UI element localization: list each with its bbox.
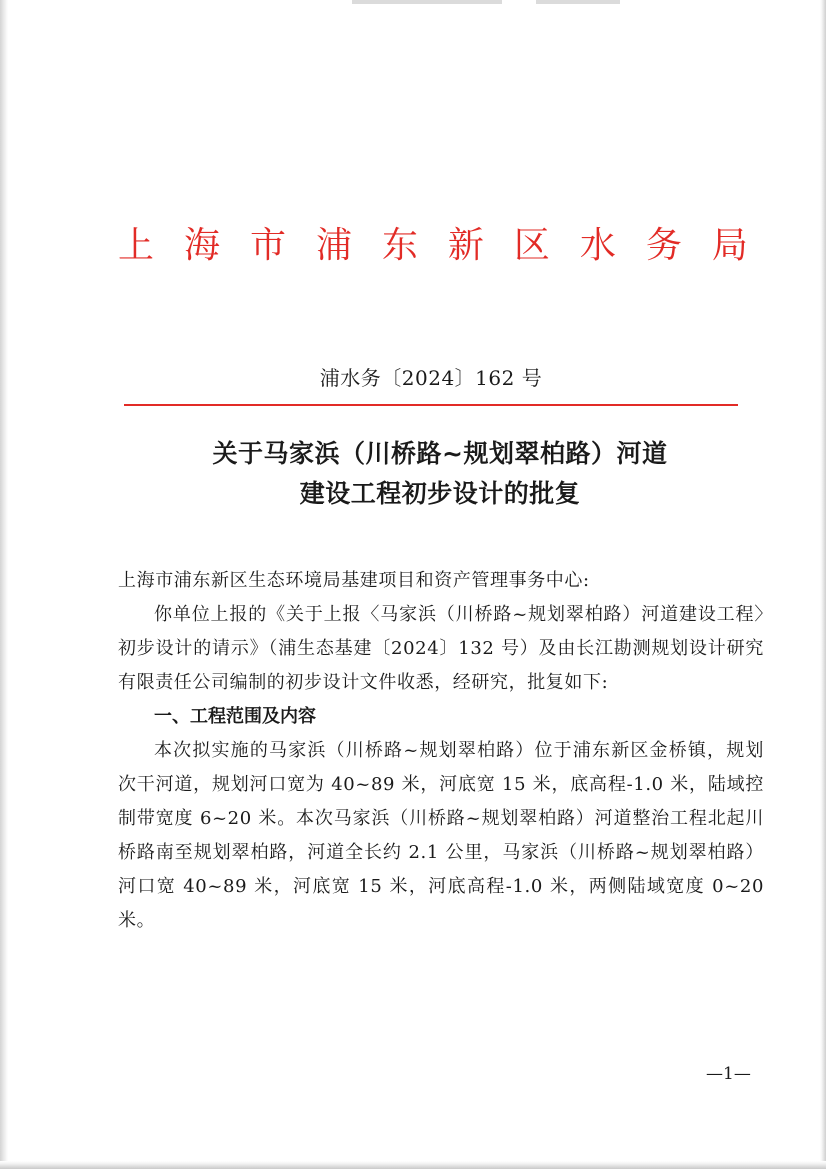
agency-char: 水 xyxy=(579,225,616,266)
body-paragraph: 你单位上报的《关于上报〈马家浜（川桥路~规划翠柏路）河道建设工程〉初步设计的请示》（浦生态基建〔2024〕132 号）及由长江勘测规划设计研究有限责任公司编制的初步设计文件收悉，经研究，批复如下: xyxy=(118,604,764,693)
agency-char: 上 xyxy=(118,225,155,266)
document-number: 浦水务〔2024〕162 号 xyxy=(319,366,543,390)
title-line: 建设工程初步设计的批复 xyxy=(299,479,581,508)
agency-char: 区 xyxy=(513,225,550,266)
document-body xyxy=(118,564,764,938)
recipient: 上海市浦东新区生态环境局基建项目和资产管理事务中心: xyxy=(118,570,590,591)
red-divider xyxy=(124,404,738,406)
agency-char: 市 xyxy=(249,225,286,266)
agency-char: 浦 xyxy=(315,225,352,266)
title-line: 关于马家浜（川桥路~规划翠柏路）河道 xyxy=(212,439,668,468)
scan-edge-bottom xyxy=(0,1161,826,1169)
agency-char: 局 xyxy=(711,225,748,266)
section-heading: 一、工程范围及内容 xyxy=(154,706,316,727)
body-paragraph: 本次拟实施的马家浜（川桥路~规划翠柏路）位于浦东新区金桥镇，规划次干河道，规划河口宽为 40~89 米，河底宽 15 米，底高程-1.0 米，陆域控制带宽度 6~20 米。本次马家浜（川桥路~规划翠柏路）河道整治工程北起川桥路南至规划翠柏路，河道全长约 2.1 公里，马家浜（川桥路~规划翠柏路）河口宽 40~89 米，河底宽 15 米，河底高程-1.0 米，两侧陆域宽度 0~20 米。 xyxy=(118,740,764,931)
scan-edge-right xyxy=(820,0,826,1169)
scan-edge-left xyxy=(0,0,8,1169)
agency-char: 新 xyxy=(447,225,484,266)
agency-char: 海 xyxy=(183,225,220,266)
agency-char: 东 xyxy=(381,225,418,266)
page-number: —1— xyxy=(706,1064,751,1084)
scan-bleed-mark xyxy=(536,0,620,4)
agency-char: 务 xyxy=(645,225,682,266)
scan-bleed-mark xyxy=(352,0,502,4)
document-title xyxy=(0,434,826,514)
agency-header xyxy=(118,220,748,272)
